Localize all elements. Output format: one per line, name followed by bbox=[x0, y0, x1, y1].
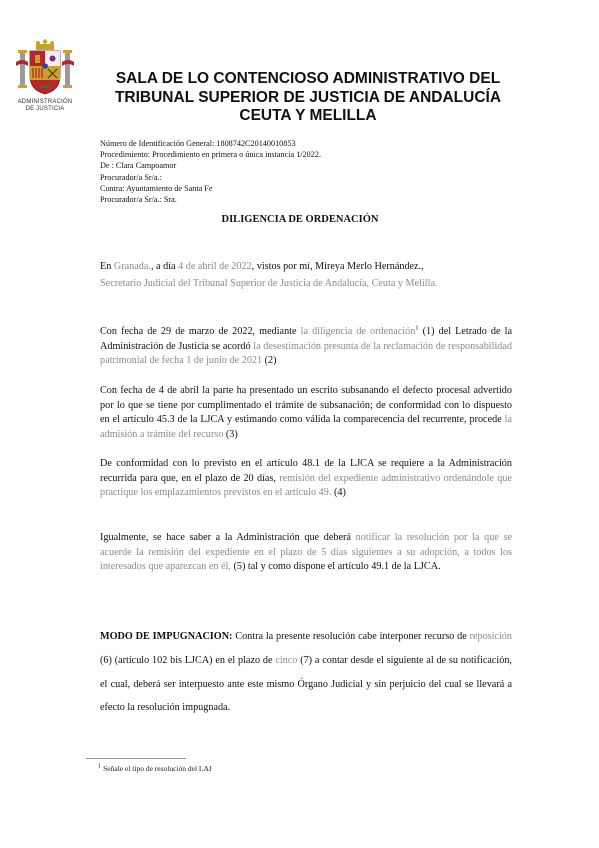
p3-text-b: (3) bbox=[223, 428, 238, 440]
court-heading-line2: TRIBUNAL SUPERIOR DE JUSTICIA DE ANDALUCÍA bbox=[114, 88, 502, 106]
footnote bbox=[98, 764, 212, 773]
p1-text-c: , vistos por mí, Mireya Merlo Hernández., bbox=[251, 261, 424, 272]
notificar-field: notificar la resolución por la que se acuerde la remisión del expediente en el plazo de 5 días siguientes a su adopción, a todos los interesados que aparezcan en él, bbox=[100, 532, 512, 573]
paragraph-impugnacion bbox=[100, 625, 512, 720]
footnote-text: Señale el tipo de resolución del LAJ bbox=[101, 764, 212, 773]
logo-caption bbox=[12, 99, 78, 113]
nig-line: Número de Identificación General: 1808742C20140010853 bbox=[100, 139, 296, 148]
p6-text-c: (7) a contar desde el siguiente al de su notificación, el cual, deberá ser interpuesto ante este mismo Órgano Judicial y sin perjuicio del cual se llevará a efecto la resolución impugnada. bbox=[100, 654, 512, 714]
date-field: 4 de abril de 2022 bbox=[178, 261, 252, 272]
desestimacion-field: la desestimación presunta de la reclamación de responsabilidad patrimonial de fecha 1 de junio de 2021 bbox=[100, 340, 513, 367]
diligencia-field: la diligencia de ordenación bbox=[300, 326, 416, 337]
footnote-ref: 1 bbox=[415, 324, 419, 332]
paragraph-notificacion bbox=[100, 531, 512, 575]
procurador-line-2: Procurador/a Sr/a.: Sra. bbox=[100, 194, 177, 204]
p1-text-a: En bbox=[100, 261, 114, 272]
procedimiento-line: Procedimiento: Procedimiento en primera o única instancia 1/2022. bbox=[100, 150, 322, 160]
p5-text-b: (5) tal y como dispone el artículo 49.1 de la LJCA. bbox=[230, 561, 441, 573]
remision-field: remisión del expediente administrativo ordenándole que practique los emplazamientos previstos en el artículo 49. bbox=[100, 472, 512, 499]
paragraph-antecedentes bbox=[100, 325, 512, 369]
p3-text-a: Con fecha de 4 de abril la parte ha presentado un escrito subsanando el defecto procesal advertido por lo que se tiene por cumplimentado el trámite de subsanación; de conformidad con lo dispuesto en el artículo 45.3 de la LJCA y estimando como válida la comparecencia del recurrente, procede bbox=[100, 385, 512, 426]
p2-text-a: Con fecha de 29 de marzo de 2022, mediante bbox=[100, 326, 301, 337]
p2-text-b: (1) del Letrado de la Administración de Justicia se acordó bbox=[100, 326, 512, 352]
footnote-number: 1 bbox=[98, 762, 102, 770]
admision-field: la admisión a trámite del recurso bbox=[100, 414, 512, 440]
p2-text-c: (2) bbox=[262, 355, 277, 367]
p6-text-b: (6) (artículo 102 bis LJCA) en el plazo de bbox=[100, 654, 276, 666]
paragraph-subsanacion bbox=[100, 384, 512, 442]
case-metadata bbox=[100, 138, 321, 205]
city-field: Granada. bbox=[113, 261, 151, 272]
contra-line: Contra: Ayuntamiento de Santa Fe bbox=[100, 183, 213, 193]
p6-text-a: Contra la presente resolución cabe interponer recurso de bbox=[232, 631, 470, 642]
document-title: DILIGENCIA DE ORDENACIÓN bbox=[221, 214, 379, 225]
de-line: De : Clara Campoamor bbox=[100, 161, 177, 171]
logo-caption-line2: DE JUSTICIA bbox=[25, 106, 65, 112]
secretario-field: Secretario Judicial del Tribunal Superior de Justicia de Andalucía, Ceuta y Melilla. bbox=[100, 277, 438, 289]
p1-text-b: , a día bbox=[150, 261, 179, 272]
plazo-field: cinco bbox=[275, 654, 298, 666]
coat-of-arms-logo bbox=[14, 38, 76, 98]
p4-text-b: (4) bbox=[331, 487, 346, 499]
p5-text-a: Igualmente, se hace saber a la Administración que deberá bbox=[100, 532, 356, 543]
logo-caption-line1: ADMINISTRACIÓN bbox=[17, 99, 73, 105]
reposicion-field: reposición bbox=[469, 631, 512, 642]
paragraph-requerimiento bbox=[100, 457, 512, 501]
court-heading-line1: SALA DE LO CONTENCIOSO ADMINISTRATIVO DEL bbox=[115, 70, 501, 87]
court-heading bbox=[98, 70, 518, 126]
court-heading-line3: CEUTA Y MELILLA bbox=[239, 107, 377, 124]
p4-text-a: De conformidad con lo previsto en el artículo 48.1 de la LJCA se requiere a la Administración recurrida para que, en el plazo de 20 días, bbox=[100, 458, 512, 484]
footnote-separator bbox=[86, 758, 186, 759]
procurador-line-1: Procurador/a Sr/a.: bbox=[100, 172, 162, 182]
intro-paragraph bbox=[100, 260, 512, 291]
impugnacion-label: MODO DE IMPUGNACION: bbox=[100, 631, 233, 642]
